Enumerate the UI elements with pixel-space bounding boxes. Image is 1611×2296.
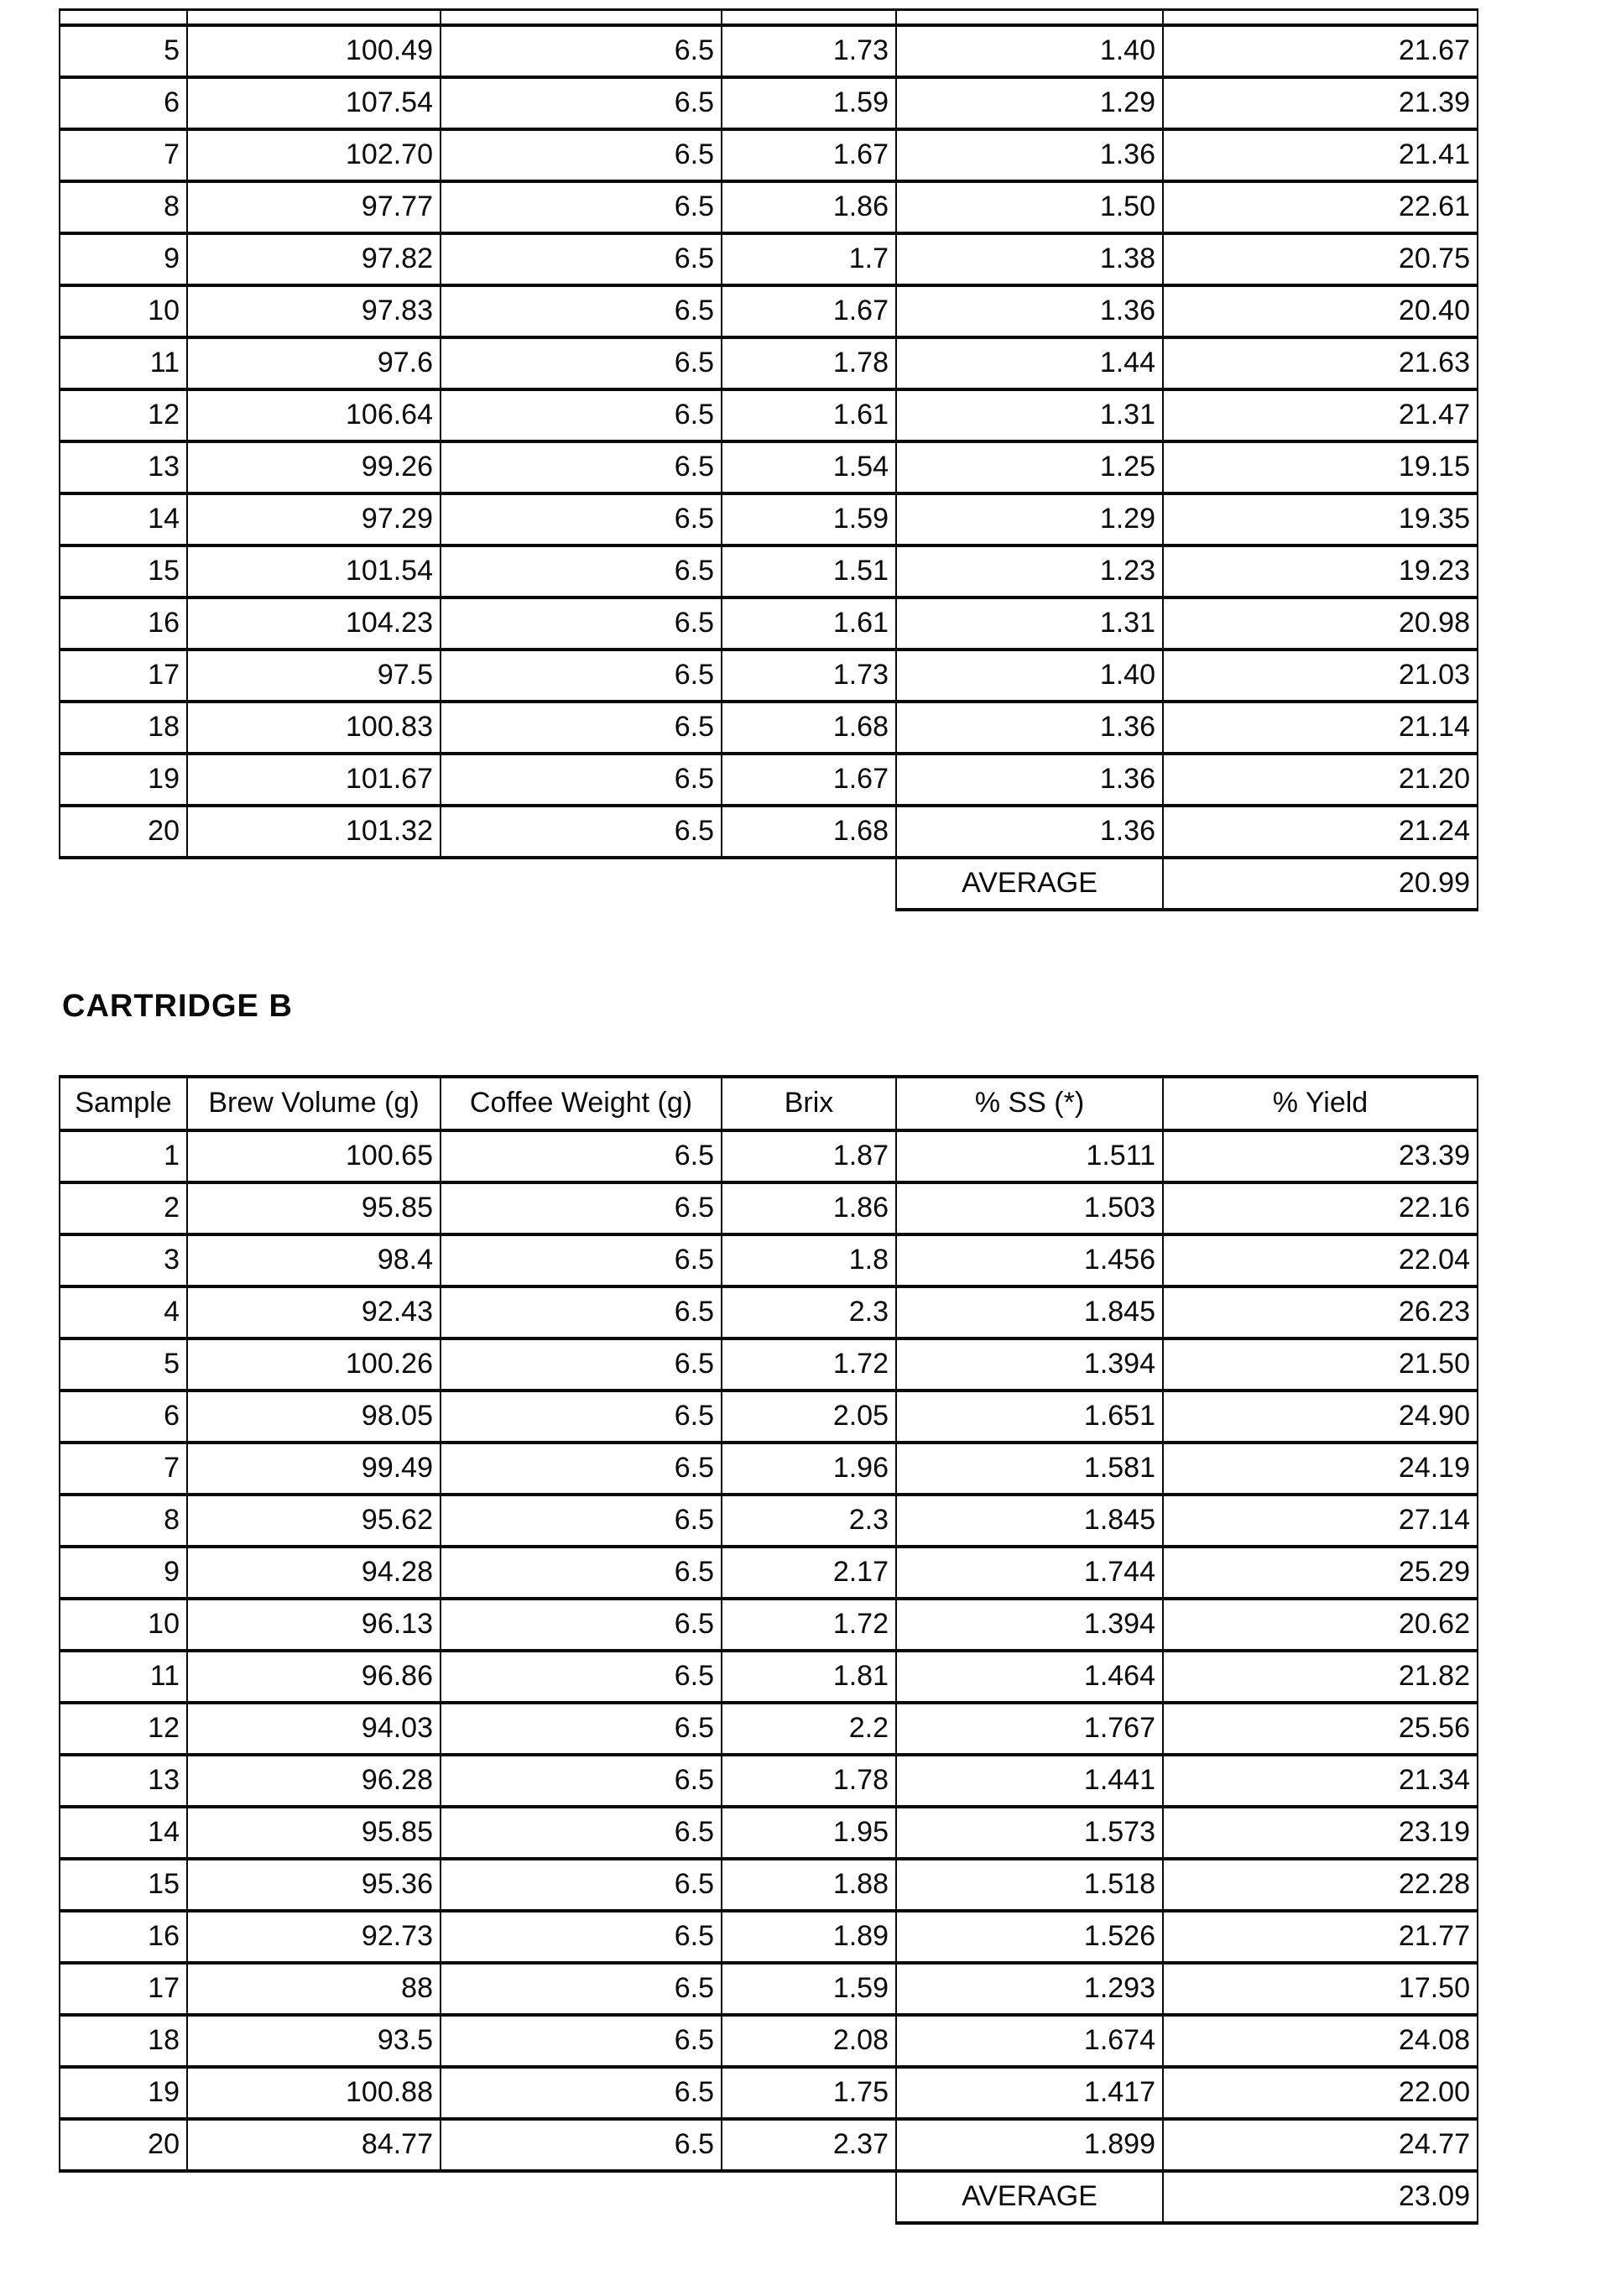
cell: 15 xyxy=(60,1859,187,1911)
table-row xyxy=(60,441,1478,493)
cell: 25.29 xyxy=(1163,1547,1478,1599)
cell: 1.845 xyxy=(896,1286,1163,1338)
cell: 6.5 xyxy=(441,1755,722,1807)
cell: 2.17 xyxy=(722,1547,896,1599)
table-row xyxy=(60,1547,1478,1599)
cell: 1.72 xyxy=(722,1599,896,1651)
cell: 10 xyxy=(60,1599,187,1651)
cell: 1.674 xyxy=(896,2015,1163,2067)
table-row xyxy=(60,181,1478,233)
table-row xyxy=(60,1130,1478,1182)
cell: 1.88 xyxy=(722,1859,896,1911)
table-row xyxy=(60,1443,1478,1495)
cell: 16 xyxy=(60,597,187,650)
cell: 6.5 xyxy=(441,389,722,441)
cell: 21.03 xyxy=(1163,650,1478,702)
cell: 6.5 xyxy=(441,285,722,337)
table-row xyxy=(60,1651,1478,1703)
cell: 23.39 xyxy=(1163,1130,1478,1182)
cell: 25.56 xyxy=(1163,1703,1478,1755)
cutoff-cell xyxy=(60,10,187,25)
cell: 22.00 xyxy=(1163,2067,1478,2119)
table-row xyxy=(60,1911,1478,1963)
column-header-coffee-weight: Coffee Weight (g) xyxy=(441,1077,722,1130)
cell: 97.5 xyxy=(187,650,441,702)
cell: 10 xyxy=(60,285,187,337)
average-value: 20.99 xyxy=(1163,858,1478,910)
cell: 1.40 xyxy=(896,650,1163,702)
cell: 6.5 xyxy=(441,441,722,493)
cell: 22.28 xyxy=(1163,1859,1478,1911)
cell: 6.5 xyxy=(441,1495,722,1547)
table-row xyxy=(60,1859,1478,1911)
cell: 1.464 xyxy=(896,1651,1163,1703)
average-value: 23.09 xyxy=(1163,2171,1478,2223)
cell: 6.5 xyxy=(441,2119,722,2171)
cell: 1.73 xyxy=(722,650,896,702)
cell: 20 xyxy=(60,2119,187,2171)
cell: 1.23 xyxy=(896,545,1163,597)
table-row xyxy=(60,233,1478,285)
table-row xyxy=(60,25,1478,77)
cartridge-a-table-body xyxy=(60,10,1478,858)
cell: 98.05 xyxy=(187,1391,441,1443)
cutoff-cell xyxy=(187,10,441,25)
table-row xyxy=(60,2015,1478,2067)
cell: 99.26 xyxy=(187,441,441,493)
cell: 20 xyxy=(60,806,187,858)
column-header-brix: Brix xyxy=(722,1077,896,1130)
table-row xyxy=(60,493,1478,545)
cell: 1.573 xyxy=(896,1807,1163,1859)
cell: 6.5 xyxy=(441,597,722,650)
cell: 1.73 xyxy=(722,25,896,77)
cell: 97.29 xyxy=(187,493,441,545)
cell: 94.03 xyxy=(187,1703,441,1755)
cell: 101.67 xyxy=(187,754,441,806)
cell: 1.767 xyxy=(896,1703,1163,1755)
cell: 6.5 xyxy=(441,545,722,597)
cell: 24.19 xyxy=(1163,1443,1478,1495)
column-header-ss: % SS (*) xyxy=(896,1077,1163,1130)
cell: 1 xyxy=(60,1130,187,1182)
cell: 1.31 xyxy=(896,389,1163,441)
cell: 1.36 xyxy=(896,754,1163,806)
cell: 2.08 xyxy=(722,2015,896,2067)
cell: 6.5 xyxy=(441,493,722,545)
cell: 101.54 xyxy=(187,545,441,597)
cell: 95.85 xyxy=(187,1182,441,1234)
cell: 6 xyxy=(60,1391,187,1443)
cell: 26.23 xyxy=(1163,1286,1478,1338)
cell: 8 xyxy=(60,181,187,233)
table-row xyxy=(60,1755,1478,1807)
cell: 1.394 xyxy=(896,1599,1163,1651)
cell: 21.82 xyxy=(1163,1651,1478,1703)
cell: 1.51 xyxy=(722,545,896,597)
cell: 1.89 xyxy=(722,1911,896,1963)
cartridge-b-table-foot xyxy=(60,2171,1478,2223)
cell: 97.83 xyxy=(187,285,441,337)
cell: 6.5 xyxy=(441,1130,722,1182)
table-row xyxy=(60,1234,1478,1286)
cell: 106.64 xyxy=(187,389,441,441)
cell: 1.503 xyxy=(896,1182,1163,1234)
cell: 1.96 xyxy=(722,1443,896,1495)
cell: 1.54 xyxy=(722,441,896,493)
cell: 1.61 xyxy=(722,597,896,650)
cell: 97.6 xyxy=(187,337,441,389)
cartridge-b-table xyxy=(59,1075,1478,2225)
cell: 2.3 xyxy=(722,1286,896,1338)
column-header-sample: Sample xyxy=(60,1077,187,1130)
table-row xyxy=(60,1338,1478,1391)
cell: 22.16 xyxy=(1163,1182,1478,1234)
cell: 1.29 xyxy=(896,77,1163,129)
table-row xyxy=(60,1963,1478,2015)
cell: 6.5 xyxy=(441,1547,722,1599)
cell: 1.417 xyxy=(896,2067,1163,2119)
cell: 1.44 xyxy=(896,337,1163,389)
column-header-brew-volume: Brew Volume (g) xyxy=(187,1077,441,1130)
cell: 21.41 xyxy=(1163,129,1478,181)
cell: 1.36 xyxy=(896,129,1163,181)
cutoff-cell xyxy=(896,10,1163,25)
table-row xyxy=(60,1391,1478,1443)
cell: 20.62 xyxy=(1163,1599,1478,1651)
cell: 2.3 xyxy=(722,1495,896,1547)
cell: 2 xyxy=(60,1182,187,1234)
table-row xyxy=(60,1182,1478,1234)
cell: 5 xyxy=(60,25,187,77)
cell: 1.456 xyxy=(896,1234,1163,1286)
cell: 96.86 xyxy=(187,1651,441,1703)
cell: 6.5 xyxy=(441,754,722,806)
cell: 1.40 xyxy=(896,25,1163,77)
table-row xyxy=(60,2119,1478,2171)
cell: 6.5 xyxy=(441,337,722,389)
cartridge-a-table xyxy=(59,8,1478,911)
cell: 21.47 xyxy=(1163,389,1478,441)
cell: 19.23 xyxy=(1163,545,1478,597)
table-row xyxy=(60,1599,1478,1651)
cell: 1.81 xyxy=(722,1651,896,1703)
cell: 12 xyxy=(60,389,187,441)
average-label: AVERAGE xyxy=(896,2171,1163,2223)
cell: 6.5 xyxy=(441,1911,722,1963)
cell: 1.67 xyxy=(722,129,896,181)
cartridge-a-table-foot xyxy=(60,858,1478,910)
cell: 102.70 xyxy=(187,129,441,181)
cell: 15 xyxy=(60,545,187,597)
table-row xyxy=(60,650,1478,702)
cell: 1.651 xyxy=(896,1391,1163,1443)
cell: 1.59 xyxy=(722,77,896,129)
cell: 100.88 xyxy=(187,2067,441,2119)
cell: 1.78 xyxy=(722,1755,896,1807)
cell: 6.5 xyxy=(441,1703,722,1755)
cell: 22.61 xyxy=(1163,181,1478,233)
cell: 84.77 xyxy=(187,2119,441,2171)
cell: 24.08 xyxy=(1163,2015,1478,2067)
cell: 11 xyxy=(60,1651,187,1703)
cell: 5 xyxy=(60,1338,187,1391)
cell: 95.62 xyxy=(187,1495,441,1547)
table-row xyxy=(60,129,1478,181)
cell: 16 xyxy=(60,1911,187,1963)
cell: 1.61 xyxy=(722,389,896,441)
cell: 1.293 xyxy=(896,1963,1163,2015)
table-row xyxy=(60,545,1478,597)
cell: 1.68 xyxy=(722,806,896,858)
cell: 1.25 xyxy=(896,441,1163,493)
cell: 97.77 xyxy=(187,181,441,233)
cell: 6.5 xyxy=(441,1651,722,1703)
cell: 94.28 xyxy=(187,1547,441,1599)
cell: 100.49 xyxy=(187,25,441,77)
cell: 27.14 xyxy=(1163,1495,1478,1547)
cell: 17.50 xyxy=(1163,1963,1478,2015)
cell: 22.04 xyxy=(1163,1234,1478,1286)
cell: 19 xyxy=(60,2067,187,2119)
cutoff-row xyxy=(60,10,1478,25)
cell: 1.86 xyxy=(722,1182,896,1234)
cell: 1.845 xyxy=(896,1495,1163,1547)
cell: 19.35 xyxy=(1163,493,1478,545)
cell: 21.34 xyxy=(1163,1755,1478,1807)
cell: 6.5 xyxy=(441,181,722,233)
table-row xyxy=(60,285,1478,337)
cell: 6.5 xyxy=(441,1391,722,1443)
table-row xyxy=(60,1703,1478,1755)
cell: 14 xyxy=(60,1807,187,1859)
cell: 6.5 xyxy=(441,702,722,754)
cell: 95.85 xyxy=(187,1807,441,1859)
cell: 14 xyxy=(60,493,187,545)
cell: 1.581 xyxy=(896,1443,1163,1495)
cell: 93.5 xyxy=(187,2015,441,2067)
cell: 21.14 xyxy=(1163,702,1478,754)
cell: 21.39 xyxy=(1163,77,1478,129)
table-row xyxy=(60,2067,1478,2119)
table-row xyxy=(60,754,1478,806)
cartridge-b-heading: CARTRIDGE B xyxy=(62,988,293,1024)
cell: 2.05 xyxy=(722,1391,896,1443)
cell: 1.38 xyxy=(896,233,1163,285)
cell: 1.59 xyxy=(722,1963,896,2015)
cell: 24.90 xyxy=(1163,1391,1478,1443)
cell: 19 xyxy=(60,754,187,806)
cell: 9 xyxy=(60,1547,187,1599)
average-label: AVERAGE xyxy=(896,858,1163,910)
cell: 95.36 xyxy=(187,1859,441,1911)
cell: 6.5 xyxy=(441,1599,722,1651)
cell: 6.5 xyxy=(441,25,722,77)
cell: 1.518 xyxy=(896,1859,1163,1911)
table-row xyxy=(60,1286,1478,1338)
cell: 100.83 xyxy=(187,702,441,754)
cell: 8 xyxy=(60,1495,187,1547)
cell: 88 xyxy=(187,1963,441,2015)
cell: 1.36 xyxy=(896,702,1163,754)
cell: 3 xyxy=(60,1234,187,1286)
table-row xyxy=(60,702,1478,754)
cell: 6.5 xyxy=(441,650,722,702)
cell: 21.67 xyxy=(1163,25,1478,77)
cell: 9 xyxy=(60,233,187,285)
cell: 13 xyxy=(60,1755,187,1807)
cell: 24.77 xyxy=(1163,2119,1478,2171)
table-row xyxy=(60,1807,1478,1859)
cell: 23.19 xyxy=(1163,1807,1478,1859)
cell: 20.75 xyxy=(1163,233,1478,285)
cell: 20.40 xyxy=(1163,285,1478,337)
cell: 98.4 xyxy=(187,1234,441,1286)
table-row xyxy=(60,337,1478,389)
cell: 92.73 xyxy=(187,1911,441,1963)
cell: 97.82 xyxy=(187,233,441,285)
table-row xyxy=(60,806,1478,858)
cell: 2.2 xyxy=(722,1703,896,1755)
cell: 6.5 xyxy=(441,1338,722,1391)
cell: 6.5 xyxy=(441,77,722,129)
cell: 13 xyxy=(60,441,187,493)
cell: 1.95 xyxy=(722,1807,896,1859)
cell: 21.77 xyxy=(1163,1911,1478,1963)
cell: 1.86 xyxy=(722,181,896,233)
table-row xyxy=(60,597,1478,650)
cell: 1.67 xyxy=(722,285,896,337)
cell: 1.87 xyxy=(722,1130,896,1182)
cell: 100.65 xyxy=(187,1130,441,1182)
cell: 6.5 xyxy=(441,2015,722,2067)
cell: 7 xyxy=(60,129,187,181)
cell: 19.15 xyxy=(1163,441,1478,493)
cell: 99.49 xyxy=(187,1443,441,1495)
cutoff-cell xyxy=(1163,10,1478,25)
cell: 1.8 xyxy=(722,1234,896,1286)
cell: 6.5 xyxy=(441,1443,722,1495)
cell: 21.63 xyxy=(1163,337,1478,389)
cell: 6.5 xyxy=(441,1859,722,1911)
cutoff-cell xyxy=(722,10,896,25)
cell: 1.36 xyxy=(896,806,1163,858)
cell: 7 xyxy=(60,1443,187,1495)
cell: 18 xyxy=(60,702,187,754)
cell: 6.5 xyxy=(441,1234,722,1286)
cell: 1.72 xyxy=(722,1338,896,1391)
cell: 1.75 xyxy=(722,2067,896,2119)
cell: 6.5 xyxy=(441,1286,722,1338)
cell: 1.68 xyxy=(722,702,896,754)
cell: 101.32 xyxy=(187,806,441,858)
cutoff-cell xyxy=(441,10,722,25)
cell: 6.5 xyxy=(441,129,722,181)
cell: 1.29 xyxy=(896,493,1163,545)
cell: 12 xyxy=(60,1703,187,1755)
cell: 21.24 xyxy=(1163,806,1478,858)
cell: 1.526 xyxy=(896,1911,1163,1963)
blank-cell xyxy=(60,2171,896,2223)
cartridge-b-table-body xyxy=(60,1130,1478,2171)
cell: 1.744 xyxy=(896,1547,1163,1599)
cell: 100.26 xyxy=(187,1338,441,1391)
cell: 6 xyxy=(60,77,187,129)
cell: 104.23 xyxy=(187,597,441,650)
column-header-yield: % Yield xyxy=(1163,1077,1478,1130)
cell: 107.54 xyxy=(187,77,441,129)
cell: 6.5 xyxy=(441,1963,722,2015)
cell: 1.511 xyxy=(896,1130,1163,1182)
cell: 6.5 xyxy=(441,806,722,858)
cell: 96.28 xyxy=(187,1755,441,1807)
cell: 4 xyxy=(60,1286,187,1338)
cell: 2.37 xyxy=(722,2119,896,2171)
cell: 17 xyxy=(60,1963,187,2015)
cell: 92.43 xyxy=(187,1286,441,1338)
cell: 6.5 xyxy=(441,2067,722,2119)
cell: 96.13 xyxy=(187,1599,441,1651)
table-row xyxy=(60,389,1478,441)
cell: 1.59 xyxy=(722,493,896,545)
cell: 20.98 xyxy=(1163,597,1478,650)
cell: 6.5 xyxy=(441,1182,722,1234)
cell: 6.5 xyxy=(441,1807,722,1859)
cell: 18 xyxy=(60,2015,187,2067)
cell: 1.394 xyxy=(896,1338,1163,1391)
cell: 1.78 xyxy=(722,337,896,389)
cell: 1.7 xyxy=(722,233,896,285)
average-row xyxy=(60,858,1478,910)
cell: 6.5 xyxy=(441,233,722,285)
cell: 1.50 xyxy=(896,181,1163,233)
cell: 17 xyxy=(60,650,187,702)
cell: 21.20 xyxy=(1163,754,1478,806)
cell: 1.31 xyxy=(896,597,1163,650)
cell: 1.441 xyxy=(896,1755,1163,1807)
cell: 21.50 xyxy=(1163,1338,1478,1391)
table-row xyxy=(60,1495,1478,1547)
header-row xyxy=(60,1077,1478,1130)
average-row xyxy=(60,2171,1478,2223)
cell: 1.36 xyxy=(896,285,1163,337)
table-row xyxy=(60,77,1478,129)
cell: 1.67 xyxy=(722,754,896,806)
blank-cell xyxy=(60,858,896,910)
cell: 1.899 xyxy=(896,2119,1163,2171)
cartridge-b-table-head xyxy=(60,1077,1478,1130)
cell: 11 xyxy=(60,337,187,389)
